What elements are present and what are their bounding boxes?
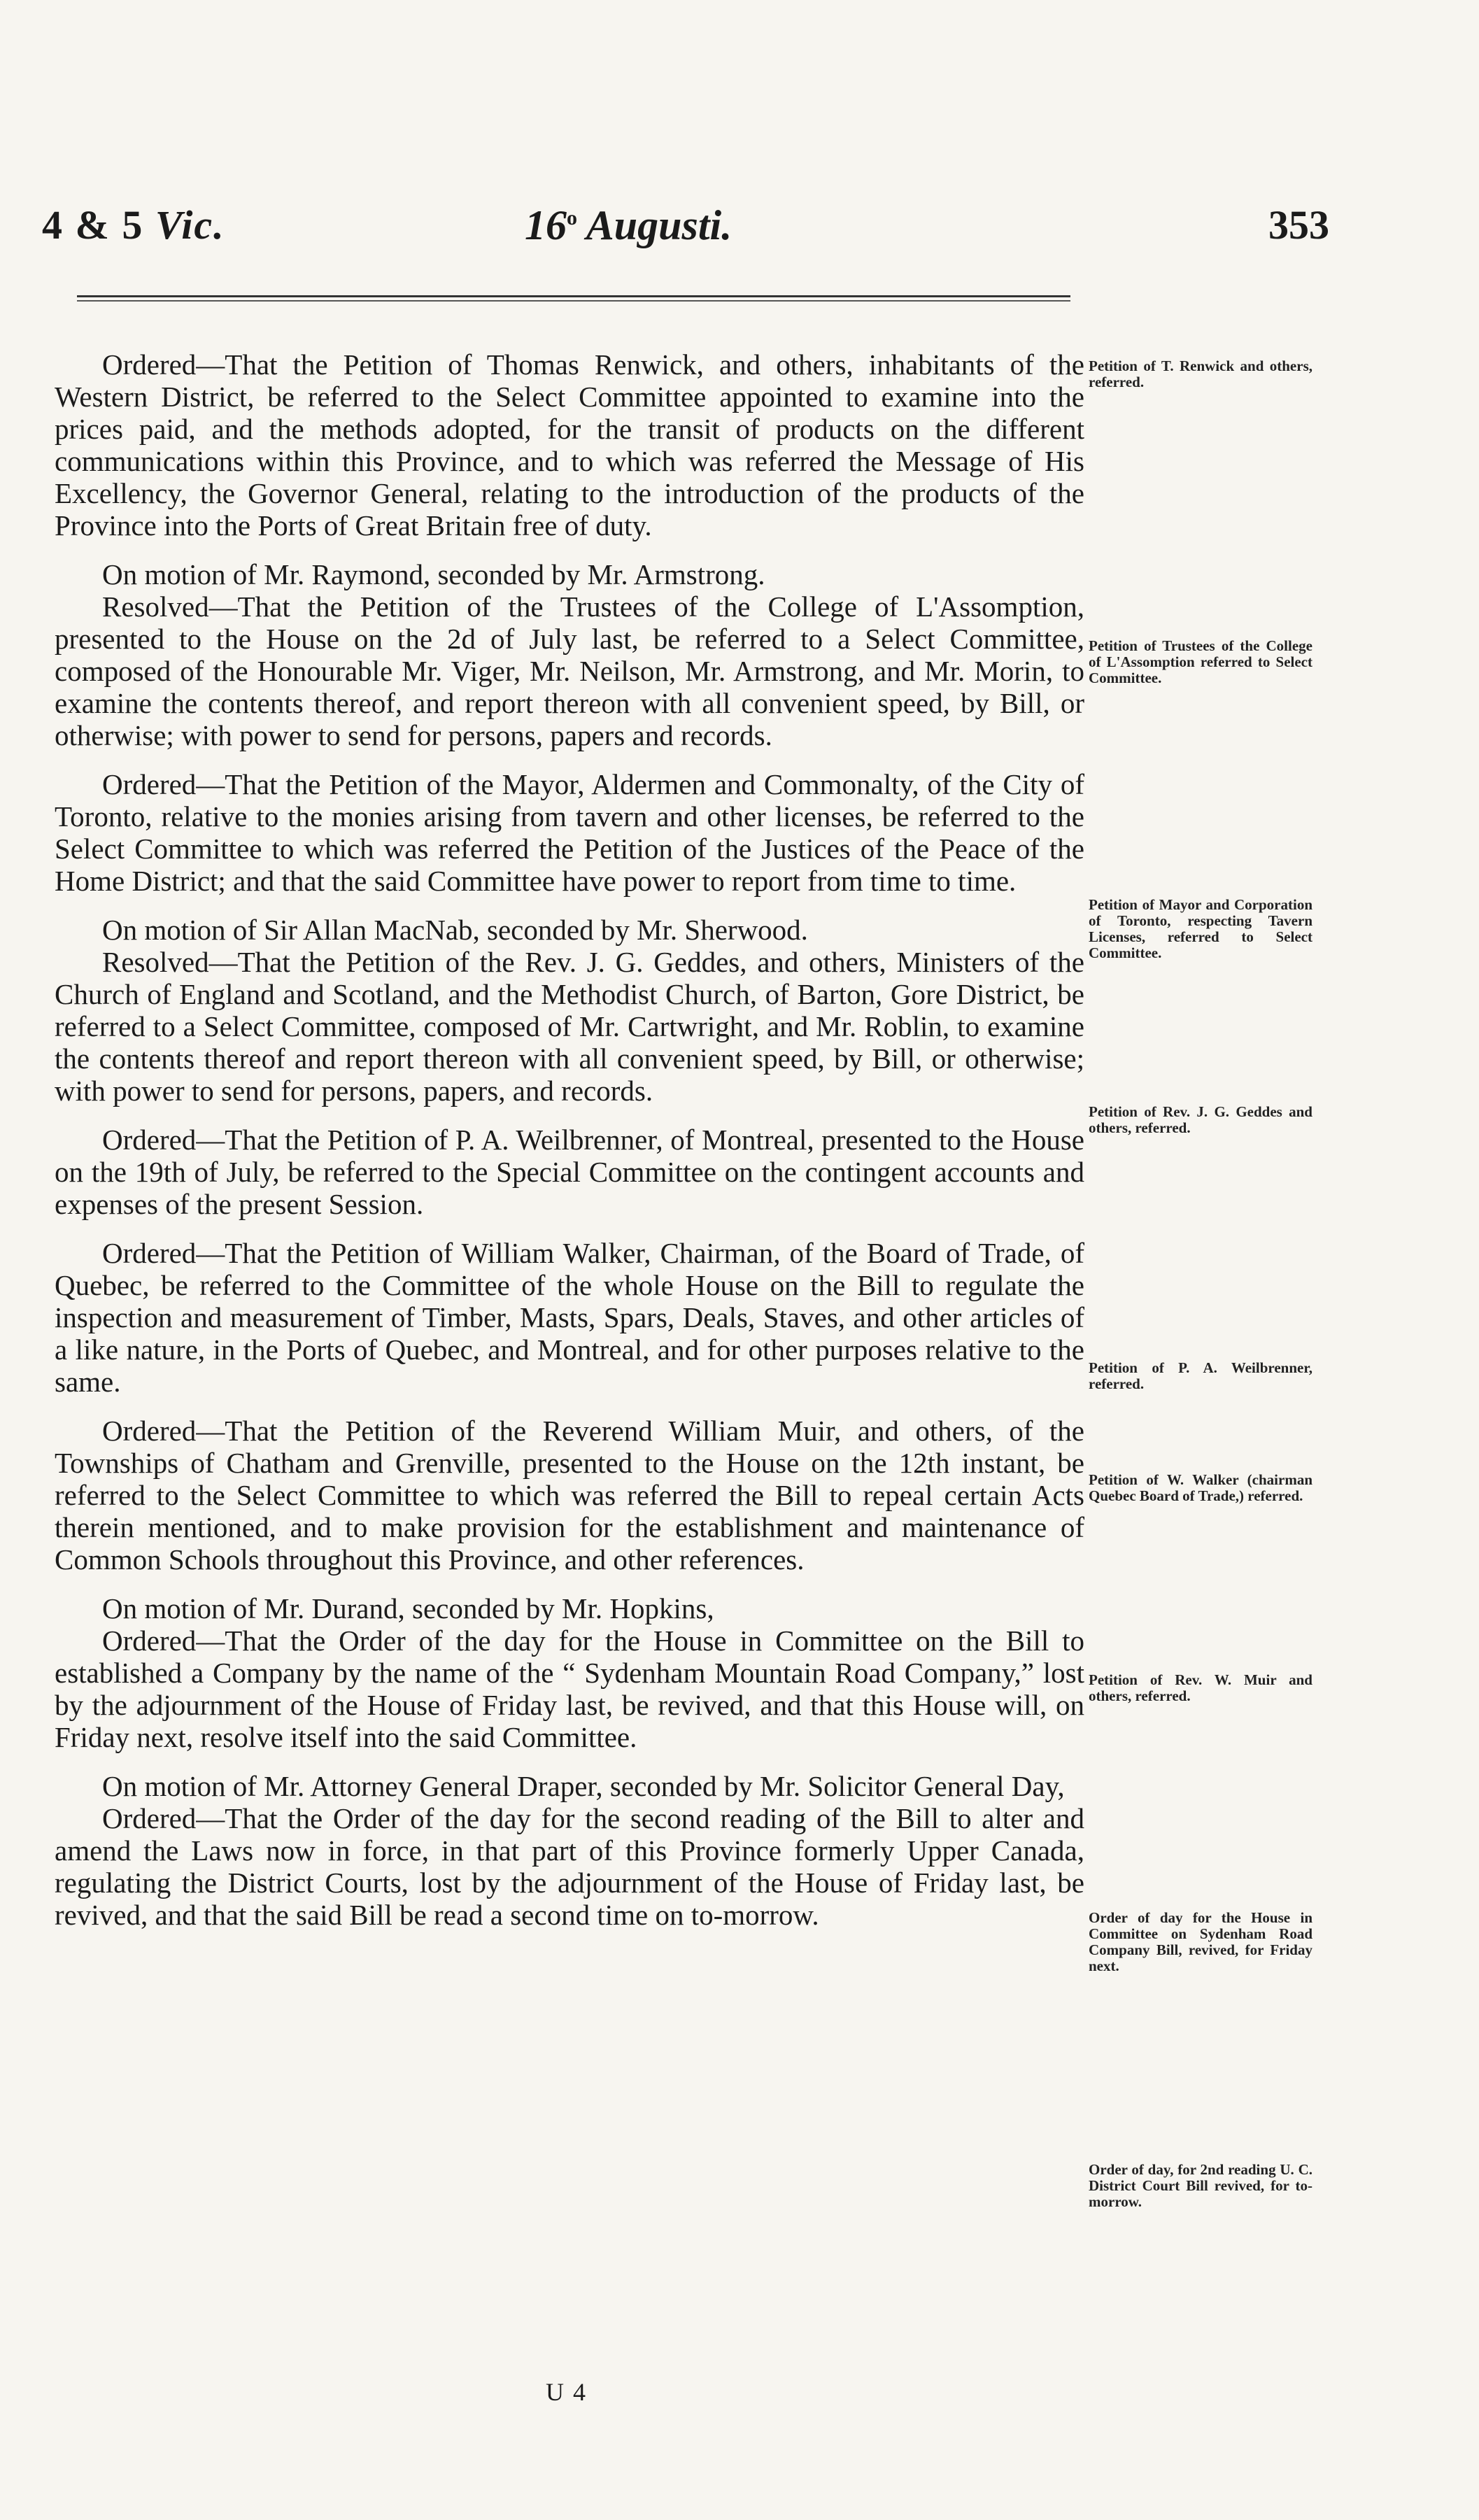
date-ordinal-mark: o <box>567 206 577 229</box>
paragraph-district-courts-order: Ordered—That the Order of the day for the second reading of the Bill to alter and amend the Laws now in force, in that part of this Province formerly Upper Canada, regulating the District Courts, lost by the adjournment of the House of Friday last, be revived, and that the said Bill be read a second time on to-morrow. <box>55 1802 1084 1931</box>
paragraph-motion-draper: On motion of Mr. Attorney General Draper, seconded by Mr. Solicitor General Day, <box>102 1770 1065 1802</box>
date-day: 16 <box>525 202 567 248</box>
margin-note-geddes: Petition of Rev. J. G. Geddes and others, referred. <box>1089 1103 1312 1136</box>
margin-note-sydenham: Order of day for the House in Committee on Sydenham Road Company Bill, revived, for Friday next. <box>1089 1909 1312 1974</box>
page-header <box>42 201 1329 257</box>
margin-note-toronto: Petition of Mayor and Corporation of Toronto, respecting Tavern Licenses, referred to Select Committee. <box>1089 896 1312 961</box>
paragraph-muir-petition: Ordered—That the Petition of the Reverend William Muir, and others, of the Townships of Chatham and Grenville, presented to the House on the 12th instant, be referred to the Select Committee to which was referred the Bill to repeal certain Acts therein mentioned, and to make provision for the establishment and maintenance of Common Schools throughout this Province, and other references. <box>55 1415 1084 1576</box>
date-month: Augusti. <box>586 202 733 248</box>
page-number: 353 <box>1268 202 1329 248</box>
paragraph-weilbrenner-petition: Ordered—That the Petition of P. A. Weilbrenner, of Montreal, presented to the House on the 19th of July, be referred to the Special Committee on the contingent accounts and expenses of the present Session. <box>55 1124 1084 1220</box>
margin-note-district-courts: Order of day, for 2nd reading U. C. District Court Bill revived, for to-morrow. <box>1089 2161 1312 2210</box>
paragraph-walker-petition: Ordered—That the Petition of William Walker, Chairman, of the Board of Trade, of Quebec, be referred to the Committee of the whole House on the Bill to regulate the inspection and measurement of Timber, Masts, Spars, Deals, Staves, and other articles of a like nature, in the Ports of Quebec, and Montreal, and for other purposes relative to the same. <box>55 1237 1084 1398</box>
paragraph-geddes-resolution: Resolved—That the Petition of the Rev. J. G. Geddes, and others, Ministers of the Church of England and Scotland, and the Methodist Church, of Barton, Gore District, be referred to a Select Committee, composed of Mr. Cartwright, and Mr. Roblin, to examine the contents thereof and report thereon with all convenient speed, by Bill, or otherwise; with power to send for persons, papers, and records. <box>55 946 1084 1107</box>
paragraph-toronto-petition: Ordered—That the Petition of the Mayor, Aldermen and Commonalty, of the City of Toronto, relative to the monies arising from tavern and other licenses, be referred to the Select Committee to which was referred the Petition of the Justices of the Peace of the Home District; and that the said Committee have power to report from time to time. <box>55 768 1084 897</box>
margin-note-lassomption: Petition of Trustees of the College of L'Assomption referred to Select Committee. <box>1089 637 1312 686</box>
paragraph-motion-durand: On motion of Mr. Durand, seconded by Mr. Hopkins, <box>102 1592 714 1624</box>
session-reference <box>42 201 225 248</box>
paragraph-motion-raymond: On motion of Mr. Raymond, seconded by Mr. Armstrong. <box>102 558 765 590</box>
header-date <box>525 201 732 250</box>
header-rule <box>77 295 1070 302</box>
reign-abbrev: Vic. <box>155 202 225 248</box>
session-years: 4 & 5 <box>42 202 144 248</box>
margin-note-walker: Petition of W. Walker (chairman Quebec Board of Trade,) referred. <box>1089 1471 1312 1504</box>
signature-mark: U 4 <box>546 2378 587 2406</box>
margin-note-renwick: Petition of T. Renwick and others, referred. <box>1089 358 1312 390</box>
paragraph-lassomption-resolution: Resolved—That the Petition of the Trustees of the College of L'Assomption, presented to the House on the 2d of July last, be referred to a Select Committee, composed of the Honourable Mr. Viger, Mr. Neilson, Mr. Armstrong, and Mr. Morin, to examine the contents thereof, and report thereon with all convenient speed, by Bill, or otherwise; with power to send for persons, papers and records. <box>55 590 1084 751</box>
paragraph-sydenham-order: Ordered—That the Order of the day for the House in Committee on the Bill to established a Company by the name of the “ Sydenham Mountain Road Company,” lost by the adjournment of the House of Friday last, be revived, and that this House will, on Friday next, resolve itself into the said Committee. <box>55 1624 1084 1753</box>
main-text-column <box>55 348 1084 1948</box>
margin-note-muir: Petition of Rev. W. Muir and others, referred. <box>1089 1671 1312 1704</box>
paragraph-motion-macnab: On motion of Sir Allan MacNab, seconded by Mr. Sherwood. <box>102 914 808 946</box>
paragraph-renwick-petition: Ordered—That the Petition of Thomas Renwick, and others, inhabitants of the Western District, be referred to the Select Committee appointed to examine into the prices paid, and the methods adopted, for the transit of products on the different communications within this Province, and to which was referred the Message of His Excellency, the Governor General, relating to the introduction of the products of the Province into the Ports of Great Britain free of duty. <box>55 348 1084 541</box>
margin-note-weilbrenner: Petition of P. A. Weilbrenner, referred. <box>1089 1359 1312 1392</box>
